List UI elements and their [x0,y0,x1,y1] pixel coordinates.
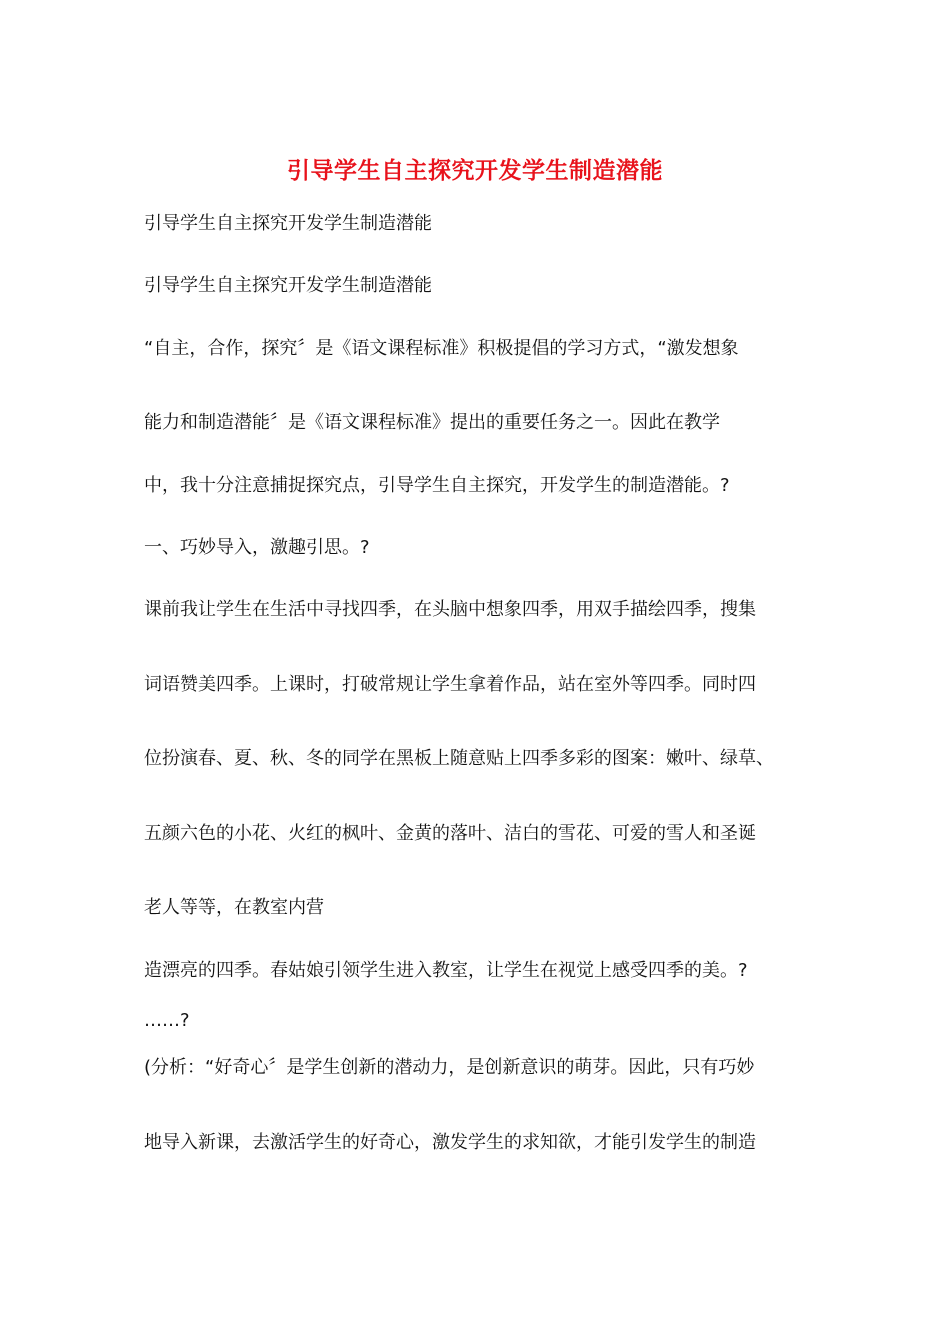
text-line: ……? [144,1010,190,1031]
text-line: “自主，合作，探究〞是《语文课程标准》积极提倡的学习方式，“激发想象 [144,338,739,359]
text-line: (分析：“好奇心〞是学生创新的潜动力，是创新意识的萌芽。因此，只有巧妙 [144,1057,755,1078]
text-line: 老人等等，在教室内营 [144,897,324,918]
text-line: 中，我十分注意捕捉探究点，引导学生自主探究，开发学生的制造潜能。? [144,475,730,496]
text-line: 引导学生自主探究开发学生制造潜能 [144,275,432,296]
text-line: 课前我让学生在生活中寻找四季，在头脑中想象四季，用双手描绘四季，搜集 [144,599,756,620]
text-line: 能力和制造潜能〞是《语文课程标准》提出的重要任务之一。因此在教学 [144,412,720,433]
text-line: 一、巧妙导入，激趣引思。? [144,537,370,558]
text-line: 引导学生自主探究开发学生制造潜能 [144,213,432,234]
document-title: 引导学生自主探究开发学生制造潜能 [287,158,663,184]
text-line: 五颜六色的小花、火红的枫叶、金黄的落叶、洁白的雪花、可爱的雪人和圣诞 [144,823,756,844]
text-line: 词语赞美四季。上课时，打破常规让学生拿着作品，站在室外等四季。同时四 [144,674,756,695]
text-line: 造漂亮的四季。春姑娘引领学生进入教室，让学生在视觉上感受四季的美。? [144,960,748,981]
text-line: 位扮演春、夏、秋、冬的同学在黑板上随意贴上四季多彩的图案：嫩叶、绿草、 [144,748,774,769]
text-line: 地导入新课，去激活学生的好奇心，激发学生的求知欲，才能引发学生的制造 [144,1132,756,1153]
